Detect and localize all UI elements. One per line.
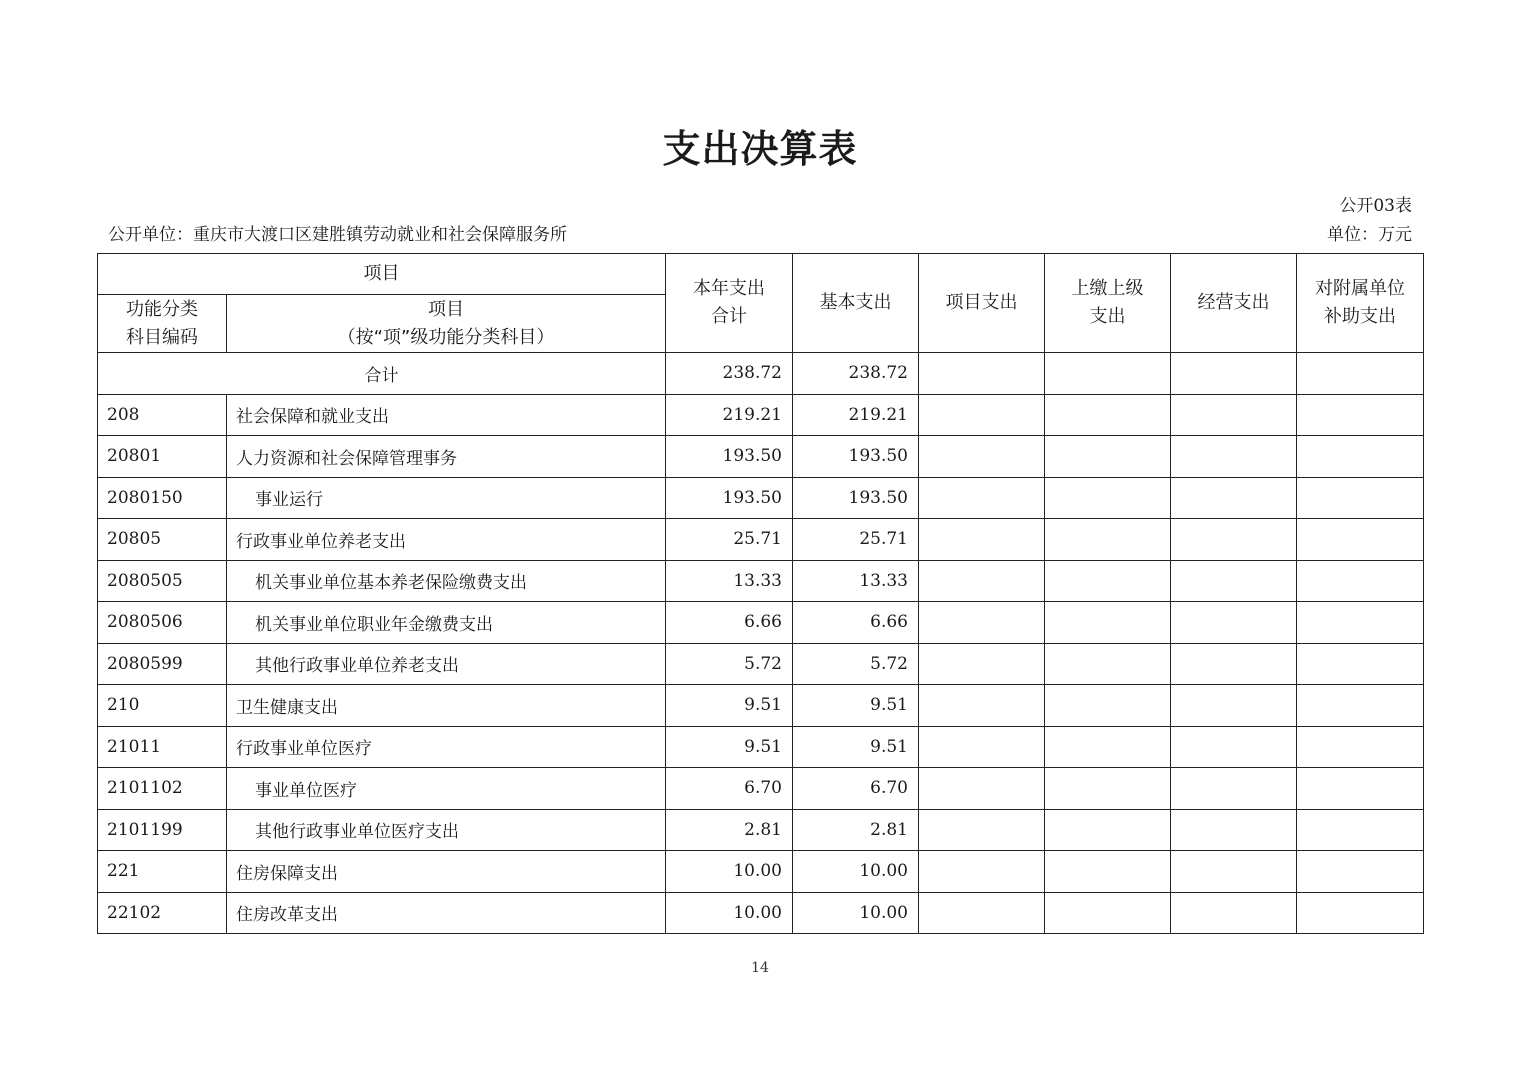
total-amount: 238.72: [666, 353, 793, 395]
row-code: 210: [98, 685, 227, 727]
table-row: [98, 602, 1424, 644]
row-basic: 193.50: [793, 477, 919, 519]
row-code: 208: [98, 394, 227, 436]
header-subsidy-line2: 补助支出: [1324, 306, 1396, 327]
row-total: 13.33: [666, 560, 793, 602]
row-total: 193.50: [666, 477, 793, 519]
row-basic: 219.21: [793, 394, 919, 436]
header-subsidy-line1: 对附属单位: [1315, 278, 1405, 299]
row-basic: 9.51: [793, 726, 919, 768]
row-total: 25.71: [666, 519, 793, 561]
row-total: 9.51: [666, 685, 793, 727]
row-total: 219.21: [666, 394, 793, 436]
table-row: [98, 560, 1424, 602]
table-row: [98, 436, 1424, 478]
table-row: [98, 685, 1424, 727]
total-label: 合计: [98, 353, 666, 395]
row-name: 其他行政事业单位养老支出: [227, 643, 666, 685]
row-basic: 25.71: [793, 519, 919, 561]
row-name: 住房改革支出: [227, 892, 666, 934]
form-number: 公开03表: [1339, 196, 1412, 216]
row-basic: 6.70: [793, 768, 919, 810]
table-row: [98, 477, 1424, 519]
row-basic: 6.66: [793, 602, 919, 644]
row-code: 2080506: [98, 602, 227, 644]
row-basic: 9.51: [793, 685, 919, 727]
row-code: 2101199: [98, 809, 227, 851]
row-total: 10.00: [666, 851, 793, 893]
reporting-unit: 公开单位：重庆市大渡口区建胜镇劳动就业和社会保障服务所: [108, 225, 567, 245]
row-total: 10.00: [666, 892, 793, 934]
row-code: 2080505: [98, 560, 227, 602]
table-row: [98, 643, 1424, 685]
row-code: 2080150: [98, 477, 227, 519]
table-row: [98, 394, 1424, 436]
row-code: 2101102: [98, 768, 227, 810]
header-upper-level: [1045, 254, 1171, 353]
table-row: [98, 519, 1424, 561]
row-code: 21011: [98, 726, 227, 768]
row-code: 221: [98, 851, 227, 893]
row-name: 住房保障支出: [227, 851, 666, 893]
table-row: [98, 809, 1424, 851]
header-upper-line2: 支出: [1089, 306, 1126, 327]
page-title: 支出决算表: [662, 127, 858, 171]
row-code: 20805: [98, 519, 227, 561]
table-row: [98, 726, 1424, 768]
total-basic: 238.72: [793, 353, 919, 395]
table-row: [98, 892, 1424, 934]
row-name: 行政事业单位医疗: [227, 726, 666, 768]
row-name: 卫生健康支出: [227, 685, 666, 727]
row-name: 机关事业单位基本养老保险缴费支出: [227, 560, 666, 602]
header-business: 经营支出: [1171, 254, 1297, 353]
header-item-line2: （按“项”级功能分类科目）: [337, 326, 555, 348]
row-basic: 193.50: [793, 436, 919, 478]
header-total-line2: 合计: [711, 306, 747, 327]
row-name: 其他行政事业单位医疗支出: [227, 809, 666, 851]
header-project-expenditure: 项目支出: [919, 254, 1045, 353]
header-upper-line1: 上缴上级: [1071, 278, 1144, 299]
row-name: 事业单位医疗: [227, 768, 666, 810]
header-code-line2: 科目编码: [126, 326, 198, 348]
header-total: [666, 254, 793, 353]
row-name: 机关事业单位职业年金缴费支出: [227, 602, 666, 644]
row-total: 193.50: [666, 436, 793, 478]
expenditure-table: [97, 253, 1424, 934]
row-name: 行政事业单位养老支出: [227, 519, 666, 561]
row-basic: 5.72: [793, 643, 919, 685]
header-code-line1: 功能分类: [126, 298, 198, 320]
row-code: 20801: [98, 436, 227, 478]
row-name: 事业运行: [227, 477, 666, 519]
row-total: 6.66: [666, 602, 793, 644]
row-total: 2.81: [666, 809, 793, 851]
total-row: [98, 353, 1424, 395]
header-item-line1: 项目: [428, 298, 464, 320]
row-code: 22102: [98, 892, 227, 934]
row-name: 社会保障和就业支出: [227, 394, 666, 436]
page-number: 14: [751, 960, 769, 976]
row-total: 9.51: [666, 726, 793, 768]
header-item: [227, 295, 666, 353]
row-total: 6.70: [666, 768, 793, 810]
header-project: 项目: [98, 254, 666, 295]
row-total: 5.72: [666, 643, 793, 685]
row-name: 人力资源和社会保障管理事务: [227, 436, 666, 478]
table-row: [98, 851, 1424, 893]
row-code: 2080599: [98, 643, 227, 685]
row-basic: 13.33: [793, 560, 919, 602]
header-code: [98, 295, 227, 353]
row-basic: 2.81: [793, 809, 919, 851]
row-basic: 10.00: [793, 851, 919, 893]
header-basic: 基本支出: [793, 254, 919, 353]
table-row: [98, 768, 1424, 810]
currency-unit: 单位：万元: [1327, 225, 1412, 245]
header-subsidy: [1297, 254, 1424, 353]
header-total-line1: 本年支出: [693, 278, 765, 299]
row-basic: 10.00: [793, 892, 919, 934]
